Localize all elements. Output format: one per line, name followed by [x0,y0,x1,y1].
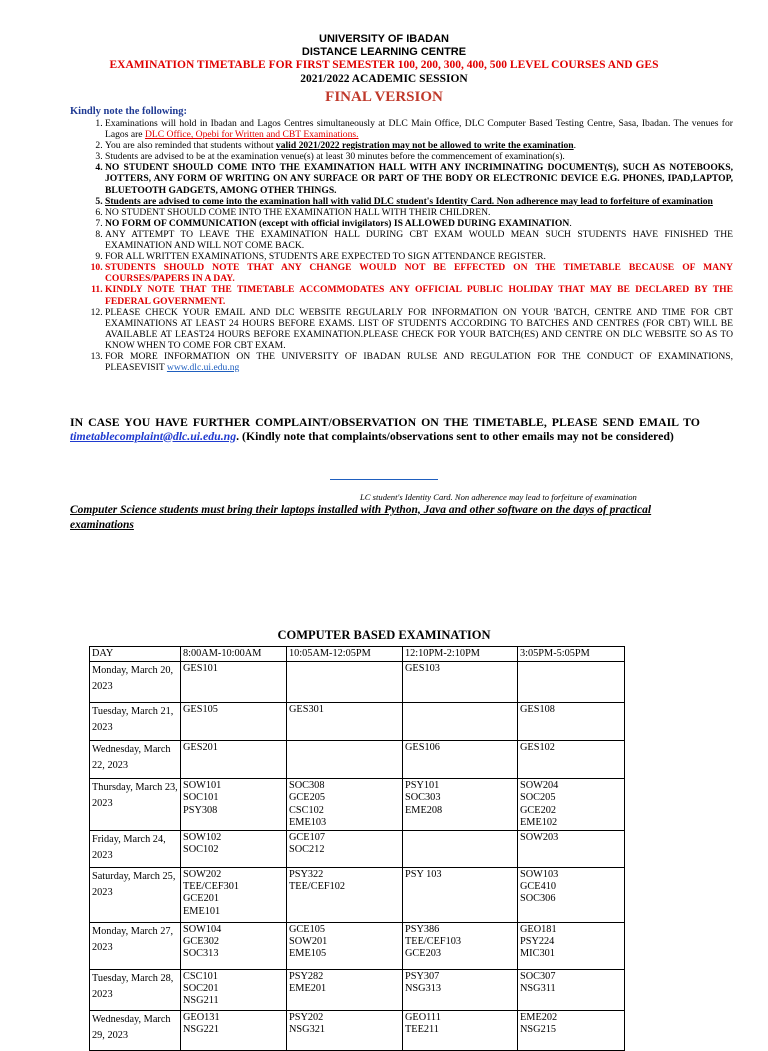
slot-cell [518,970,625,1011]
course-code: GCE205 [289,792,326,804]
slot-cell [403,831,518,868]
course-code: PSY202 [289,1012,324,1024]
cbt-timetable [89,646,625,1051]
note-item: 3. Students are advised to be at the examination venue(s) at least 30 minutes before the commencement of examination(s). [105,151,733,162]
course-code: PSY224 [520,936,555,948]
slot-cell [518,1011,625,1051]
day-cell: Wednesday, March 29, 2023 [90,1011,181,1051]
header-day: DAY [90,647,181,662]
course-code: SOC212 [289,844,325,856]
complaint-email-link[interactable]: timetablecomplaint@dlc.ui.edu.ng [70,428,237,443]
slot-cell [181,779,287,831]
course-code: EME105 [289,948,327,960]
note-item: 5. Students are advised to come into the examination hall with valid DLC student's Identity Card. Non adherence may lead to forfeiture of examination [105,196,733,207]
note-item [105,351,733,373]
course-code: EME102 [520,816,558,828]
exam-title: EXAMINATION TIMETABLE FOR FIRST SEMESTER 100, 200, 300, 400, 500 LEVEL COURSES AND GES [109,59,659,71]
lagos-venue: DLC Office, Opebi for Written and CBT Examinations. [144,129,359,141]
note-item: 7. NO FORM OF COMMUNICATION (except with official invigilators) IS ALLOWED DURING EXAMINATION. [105,218,733,229]
table-row [90,662,625,703]
slot-cell [181,703,287,741]
course-code: NSG221 [183,1024,220,1036]
course-code: SOW103 [520,869,559,881]
note-item: 11. KINDLY NOTE THAT THE TIMETABLE ACCOMMODATES ANY OFFICIAL PUBLIC HOLIDAY THAT MAY BE DECLARED BY THE FEDERAL GOVERNMENT. [105,284,733,306]
course-code: GCE302 [183,936,220,948]
day-cell: Monday, March 27, 2023 [90,923,181,970]
notes-list [70,118,733,373]
table-row [90,779,625,831]
course-code: SOC102 [183,844,219,856]
slot-cell [518,779,625,831]
course-code: GCE203 [405,948,442,960]
university-name: UNIVERSITY OF IBADAN [319,33,449,45]
note-item: 4. NO STUDENT SHOULD COME INTO THE EXAMINATION HALL WITH ANY INCRIMINATING DOCUMENT(S), SUCH AS NOTEBOOKS, JOTTERS, ANY FORM OF WRITING ON ANY SURFACE OR PART OF THE BODY OR ELECTRONIC DEVICE E.G. PHONES, IPAD,LAPTOP, BLUETOOTH GADGETS, AMONG OTHER THINGS. [105,162,733,195]
table-row [90,923,625,970]
header-slot-2: 10:05AM-12:05PM [287,647,403,662]
course-code: GES108 [520,704,555,716]
day-cell: Friday, March 24, 2023 [90,831,181,868]
course-code: NSG321 [289,1024,326,1036]
slot-cell [181,1011,287,1051]
note-item: 10. STUDENTS SHOULD NOTE THAT ANY CHANGE WOULD NOT BE EFFECTED ON THE TIMETABLE BECAUSE OF MANY COURSES/PAPERS IN A DAY. [105,262,733,284]
notes-intro: Kindly note the following: [70,106,187,117]
slot-cell [403,970,518,1011]
table-row [90,831,625,868]
course-code: SOW203 [520,832,559,844]
day-cell: Thursday, March 23, 2023 [90,779,181,831]
course-code: SOC308 [289,780,325,792]
table-row [90,970,625,1011]
slot-cell [181,923,287,970]
course-code: SOC205 [520,792,556,804]
course-code: NSG215 [520,1024,557,1036]
note-item: 8. ANY ATTEMPT TO LEAVE THE EXAMINATION HALL DURING CBT EXAM WOULD MEAN SUCH STUDENTS HAVE FINISHED THE EXAMINATION AND WILL NOT COME BACK. [105,229,733,251]
course-code: SOC307 [520,971,556,983]
course-code: TEE211 [405,1024,439,1036]
slot-cell [518,741,625,779]
day-cell: Wednesday, March 22, 2023 [90,741,181,779]
centre-name: DISTANCE LEARNING CENTRE [301,46,467,58]
header-slot-3: 12:10PM-2:10PM [403,647,518,662]
table-row [90,868,625,923]
course-code: GES102 [520,742,555,754]
course-code: TEE/CEF103 [405,936,462,948]
course-code: GCE107 [289,832,326,844]
slot-cell [403,1011,518,1051]
course-code: SOW204 [520,780,559,792]
course-code: SOW102 [183,832,222,844]
slot-cell [403,703,518,741]
course-code: GES106 [405,742,440,754]
course-code: EME208 [405,804,443,816]
slot-cell [287,868,403,923]
header-slot-1: 8:00AM-10:00AM [181,647,287,662]
identity-card-note: LC student's Identity Card. Non adherence may lead to forfeiture of examination [360,492,637,502]
course-code: EME202 [520,1012,558,1024]
course-code: SOW101 [183,780,222,792]
slot-cell [287,703,403,741]
course-code: PSY322 [289,869,324,881]
course-code: SOC313 [183,948,219,960]
course-code: NSG313 [405,983,442,995]
slot-cell [287,741,403,779]
course-code: SOW201 [289,936,328,948]
course-code: GCE410 [520,881,557,893]
day-cell: Tuesday, March 21, 2023 [90,703,181,741]
course-code: EME201 [289,983,327,995]
slot-cell [403,662,518,703]
slot-cell [287,1011,403,1051]
course-code: PSY307 [405,971,440,983]
course-code: GCE201 [183,893,220,905]
course-code: CSC101 [183,971,218,983]
slot-cell [287,779,403,831]
course-code: SOW202 [183,869,222,881]
course-code: TEE/CEF301 [183,881,240,893]
day-cell: Tuesday, March 28, 2023 [90,970,181,1011]
slot-cell [287,662,403,703]
slot-cell [403,923,518,970]
course-code: SOC201 [183,983,219,995]
note-item [105,118,733,140]
course-code: GEO131 [183,1012,220,1024]
slot-cell [403,779,518,831]
computer-science-note: Computer Science students must bring their laptops installed with Python, Java and other software on the days of practical examinations [70,504,652,531]
course-code: TEE/CEF102 [289,881,346,893]
slot-cell [518,662,625,703]
slot-cell [181,831,287,868]
course-code: GES201 [183,742,218,754]
slot-cell [518,831,625,868]
slot-cell [403,741,518,779]
header-slot-4: 3:05PM-5:05PM [518,647,625,662]
course-code: CSC102 [289,804,324,816]
day-cell: Monday, March 20, 2023 [90,662,181,703]
course-code: PSY386 [405,924,440,936]
complaint-notice: IN CASE YOU HAVE FURTHER COMPLAINT/OBSERVATION ON THE TIMETABLE, PLEASE SEND EMAIL TO timetablecomplaint@dlc.ui.edu.ng. (Kindly note that complaints/observations sent to other emails may not be considered) [70,415,700,443]
final-version-label: FINAL VERSION [325,89,443,105]
note-item: 9. FOR ALL WRITTEN EXAMINATIONS, STUDENTS ARE EXPECTED TO SIGN ATTENDANCE REGISTER. [105,251,733,262]
course-code: PSY 103 [405,869,442,881]
course-code: PSY282 [289,971,324,983]
slot-cell [181,970,287,1011]
note-item: 6. NO STUDENT SHOULD COME INTO THE EXAMINATION HALL WITH THEIR CHILDREN. [105,207,733,218]
slot-cell [287,831,403,868]
slot-cell [518,923,625,970]
cbt-section-title: COMPUTER BASED EXAMINATION [277,628,491,642]
note-item: 2. You are also reminded that students without valid 2021/2022 registration may not be allowed to write the examination. [105,140,733,151]
slot-cell [181,662,287,703]
slot-cell [287,970,403,1011]
table-header-row [90,647,625,662]
slot-cell [287,923,403,970]
course-code: MIC301 [520,948,555,960]
slot-cell [181,868,287,923]
course-code: EME103 [289,816,327,828]
course-code: GES101 [183,663,218,675]
course-code: GES105 [183,704,218,716]
course-code: GES103 [405,663,440,675]
academic-session: 2021/2022 ACADEMIC SESSION [300,73,468,85]
separator-line [330,479,438,480]
course-code: GEO111 [405,1012,441,1024]
course-code: EME101 [183,905,221,917]
course-code: SOC101 [183,792,219,804]
slot-cell [518,868,625,923]
table-row [90,703,625,741]
course-code: PSY308 [183,804,218,816]
course-code: GEO181 [520,924,557,936]
slot-cell [181,741,287,779]
dlc-website-link[interactable]: www.dlc.ui.edu.ng [166,362,240,374]
slot-cell [403,868,518,923]
course-code: SOW104 [183,924,222,936]
note-text: FOR MORE INFORMATION ON THE UNIVERSITY OF IBADAN RULSE AND REGULATION FOR THE CONDUCT OF EXAMINATIONS, PLEASEVISIT [105,350,733,374]
course-code: PSY101 [405,780,440,792]
note-text: You are also reminded that students without [105,140,276,152]
registration-warning: valid 2021/2022 registration may not be allowed to write the examination [275,140,574,152]
course-code: NSG311 [520,983,556,995]
table-body [90,662,625,1051]
slot-cell [518,703,625,741]
table-row [90,1011,625,1051]
note-text: NO FORM OF COMMUNICATION (except with official invigilators) IS ALLOWED DURING EXAMINATION [105,217,570,229]
course-code: NSG211 [183,995,219,1007]
day-cell: Saturday, March 25, 2023 [90,868,181,923]
course-code: SOC306 [520,893,556,905]
table-row [90,741,625,779]
course-code: SOC303 [405,792,441,804]
note-text: Examinations will hold in Ibadan and Lagos Centres simultaneously at DLC Main Office, DLC Computer Based Testing Centre, Sasa, Ibadan. The venues for Lagos are [105,118,733,141]
course-code: GCE105 [289,924,326,936]
course-code: GES301 [289,704,324,716]
course-code: GCE202 [520,804,557,816]
note-item: 12. PLEASE CHECK YOUR EMAIL AND DLC WEBSITE REGULARLY FOR INFORMATION ON YOUR 'BATCH, CENTRE AND TIME FOR CBT EXAMINATIONS AT LEAST 24 HOURS BEFORE EXAMS. LIST OF STUDENTS ACCORDING TO BATCHES AND CENTRES (FOR CBT) WILL BE AVAILABLE AT LEAST24 HOURS BEFORE EXAMINATION.PLEASE CHECK FOR YOUR BATCH(ES) AND CENTRE ON DLC WEBSITE SO AS TO KNOW WHEN TO COME FOR CBT EXAM. [105,307,733,351]
